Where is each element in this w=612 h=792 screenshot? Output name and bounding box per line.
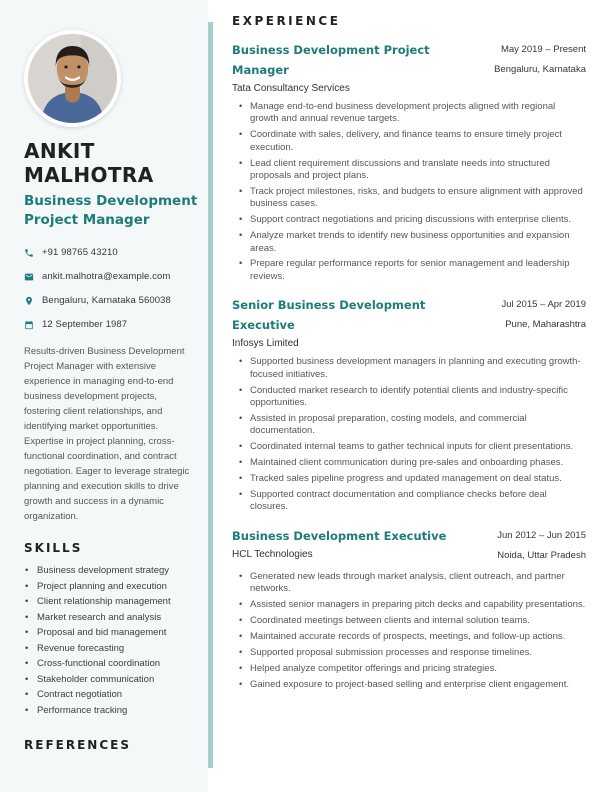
job-title-company bbox=[232, 40, 449, 96]
job-bullet: • Tracked sales pipeline progress and updated management on deal status. bbox=[232, 473, 586, 485]
job-title-company bbox=[232, 526, 446, 562]
references-heading: REFERENCES bbox=[24, 738, 131, 752]
calendar-icon bbox=[24, 320, 34, 330]
job-meta bbox=[501, 295, 586, 335]
job-entry-1 bbox=[232, 40, 586, 283]
contact-email bbox=[24, 269, 198, 284]
job-bullet: • Supported proposal submission processes and response timelines. bbox=[232, 647, 586, 659]
skill-item: • Market research and analysis bbox=[24, 610, 198, 626]
job-bullet-list bbox=[232, 356, 586, 513]
contact-location bbox=[24, 293, 198, 308]
skill-item: • Client relationship management bbox=[24, 594, 198, 610]
job-meta bbox=[494, 40, 586, 80]
job-location: Bengaluru, Karnataka bbox=[494, 64, 586, 75]
job-location: Noida, Uttar Pradesh bbox=[497, 549, 586, 561]
job-bullet: • Assisted senior managers in preparing pitch decks and capability presentations. bbox=[232, 599, 586, 611]
job-company: Infosys Limited bbox=[232, 338, 299, 350]
experience-heading: EXPERIENCE bbox=[232, 14, 341, 28]
job-dates: Jun 2012 – Jun 2015 bbox=[497, 529, 586, 541]
contact-phone bbox=[24, 245, 198, 260]
job-bullet: • Maintained client communication during pre-sales and onboarding phases. bbox=[232, 457, 586, 469]
skill-item: • Performance tracking bbox=[24, 703, 198, 719]
experience-column bbox=[232, 14, 586, 703]
job-bullet: • Coordinated internal teams to gather technical inputs for client presentations. bbox=[232, 441, 586, 453]
job-header bbox=[232, 295, 586, 351]
phone-icon bbox=[24, 248, 34, 258]
profile-photo bbox=[24, 30, 121, 127]
job-entry-3 bbox=[232, 526, 586, 691]
job-bullet: • Manage end-to-end business development projects aligned with regional growth and annual revenue targets. bbox=[232, 101, 586, 126]
job-entry-2 bbox=[232, 295, 586, 513]
column-divider bbox=[208, 22, 213, 768]
job-bullet: • Assisted in proposal preparation, costing models, and commercial documentation. bbox=[232, 413, 586, 438]
contact-phone-text: +91 98765 43210 bbox=[42, 247, 118, 258]
job-header bbox=[232, 526, 586, 566]
job-bullet: • Gained exposure to project-based selling and enterprise client engagement. bbox=[232, 679, 586, 691]
contact-location-text: Bengaluru, Karnataka 560038 bbox=[42, 295, 171, 306]
job-title: Senior Business Development Executive bbox=[232, 298, 426, 333]
job-bullet: • Supported business development managers in planning and executing growth-focused initiatives. bbox=[232, 356, 586, 381]
job-bullet: • Support contract negotiations and pricing discussions with enterprise clients. bbox=[232, 214, 586, 226]
skills-list bbox=[24, 563, 198, 718]
job-bullet: • Maintained accurate records of prospects, meetings, and follow-up actions. bbox=[232, 631, 586, 643]
job-company: HCL Technologies bbox=[232, 548, 313, 560]
job-bullet-list bbox=[232, 571, 586, 691]
job-bullet: • Prepare regular performance reports for senior management and leadership reviews. bbox=[232, 258, 586, 283]
skill-item: • Revenue forecasting bbox=[24, 641, 198, 657]
skill-item: • Business development strategy bbox=[24, 563, 198, 579]
contact-birthdate-text: 12 September 1987 bbox=[42, 319, 128, 330]
profile-summary: Results-driven Business Development Project Manager with extensive experience in managing end-to-end business development projects, fostering client relationships, and identifying market opportunities. Expertise in project planning, cross-functional coordination, and contract negotiation. Eager to leverage strategic planning and execution skills to drive growth and success in a dynamic organization. bbox=[24, 346, 190, 522]
contact-birthdate bbox=[24, 317, 198, 332]
job-title-company bbox=[232, 295, 449, 351]
job-title: Business Development Executive bbox=[232, 528, 447, 543]
skill-item: • Proposal and bid management bbox=[24, 625, 198, 641]
job-bullet: • Conducted market research to identify potential clients and industry-specific opportunities. bbox=[232, 385, 586, 410]
job-company: Tata Consultancy Services bbox=[232, 83, 350, 94]
job-header bbox=[232, 40, 586, 96]
job-bullet: • Analyze market trends to identify new business opportunities and expansion areas. bbox=[232, 230, 586, 255]
candidate-title: Business Development Project Manager bbox=[24, 193, 198, 228]
job-location: Pune, Maharashtra bbox=[505, 319, 586, 331]
job-bullet-list bbox=[232, 101, 586, 283]
job-bullet: • Helped analyze competitor offerings and pricing strategies. bbox=[232, 663, 586, 675]
job-dates: Jul 2015 – Apr 2019 bbox=[501, 299, 586, 311]
profile-photo-illustration bbox=[28, 34, 117, 123]
contact-section bbox=[24, 245, 198, 332]
skill-item: • Cross-functional coordination bbox=[24, 656, 198, 672]
skills-heading: SKILLS bbox=[24, 541, 83, 555]
sidebar bbox=[0, 0, 208, 792]
job-bullet: • Coordinated meetings between clients and internal solution teams. bbox=[232, 615, 586, 627]
job-bullet: • Supported contract documentation and compliance checks before deal closures. bbox=[232, 489, 586, 514]
job-meta bbox=[497, 526, 586, 566]
job-title: Business Development Project Manager bbox=[232, 43, 430, 77]
email-icon bbox=[24, 272, 34, 282]
skill-item: • Contract negotiation bbox=[24, 687, 198, 703]
contact-email-text: ankit.malhotra@example.com bbox=[42, 271, 171, 282]
candidate-name: ANKIT MALHOTRA bbox=[24, 139, 154, 187]
job-dates: May 2019 – Present bbox=[500, 44, 586, 55]
job-bullet: • Generated new leads through market analysis, client outreach, and partner networks. bbox=[232, 571, 586, 596]
job-bullet: • Lead client requirement discussions and translate needs into structured proposals and project plans. bbox=[232, 158, 586, 183]
skill-item: • Project planning and execution bbox=[24, 579, 198, 595]
job-bullet: • Coordinate with sales, delivery, and finance teams to ensure timely project execution. bbox=[232, 129, 586, 154]
skill-item: • Stakeholder communication bbox=[24, 672, 198, 688]
location-pin-icon bbox=[24, 296, 34, 306]
job-bullet: • Track project milestones, risks, and budgets to ensure alignment with approved business cases. bbox=[232, 186, 586, 211]
